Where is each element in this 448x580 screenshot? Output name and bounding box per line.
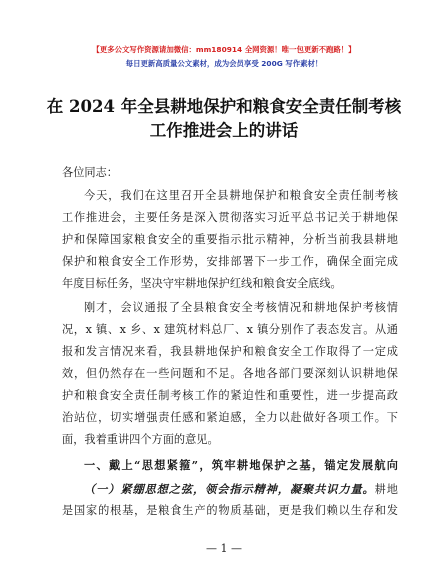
salutation: 各位同志： (62, 166, 118, 179)
section-heading-1: 一、戴上“思想紧箍”，筑牢耕地保护之基，锚定发展航向 (84, 458, 398, 472)
paragraph-line: 护和粮食安全责任制考核工作的紧迫性和重要性，进一步提高政 (62, 389, 398, 402)
paragraph-line: 治站位，切实增强责任感和紧迫感，全力以赴做好各项工作。下 (62, 411, 398, 424)
promo-banner-line-1: 【更多公文写作资源请加微信：mm180914 全网资源！唯一包更新不跑路！】 (92, 45, 356, 54)
paragraph-line: 是国家的根基，是粮食生产的物质基础，更是我们赖以生存和发 (62, 504, 398, 517)
paragraph-line: 护和保障国家粮食安全的重要指示批示精神，分析当前我县耕地 (62, 233, 398, 246)
page-number: — 1 — (206, 542, 242, 555)
paragraph-line: 报和发言情况来看，我县耕地保护和粮食安全工作取得了一定成 (62, 345, 398, 358)
paragraph-line: 今天，我们在这里召开全县耕地保护和粮食安全责任制考核 (84, 189, 398, 202)
subsection-line (62, 478, 398, 500)
paragraph-line: 效，但仍然存在一些问题和不足。各地各部门要深刻认识耕地保 (62, 367, 398, 380)
document-title-line-2: 工作推进会上的讲话 (149, 121, 299, 140)
paragraph-line: 况，x 镇、x 乡、x 建筑材料总厂、x 镇分别作了表态发言。从通 (62, 323, 398, 336)
paragraph-line: 刚才，会议通报了全县粮食安全考核情况和耕地保护考核情 (84, 301, 398, 314)
paragraph-line: 面，我着重讲四个方面的意见。 (62, 433, 219, 446)
promo-banner-line-2: 每日更新高质量公文素材，成为会员享受 200G 写作素材！ (125, 59, 323, 68)
subsection-text: 耕地 (374, 483, 398, 496)
paragraph-line: 年度目标任务，坚决守牢耕地保护红线和粮食安全底线。 (62, 277, 342, 290)
paragraph-line: 保护和粮食安全工作形势，安排部署下一步工作，确保全面完成 (62, 255, 398, 268)
paragraph-line: 工作推进会，主要任务是深入贯彻落实习近平总书记关于耕地保 (62, 211, 398, 224)
document-title-line-1: 在 2024 年全县耕地保护和粮食安全责任制考核 (46, 97, 402, 116)
subsection-heading-1: （一）紧绷思想之弦，领会指示精神，凝聚共识力量。 (84, 482, 375, 496)
